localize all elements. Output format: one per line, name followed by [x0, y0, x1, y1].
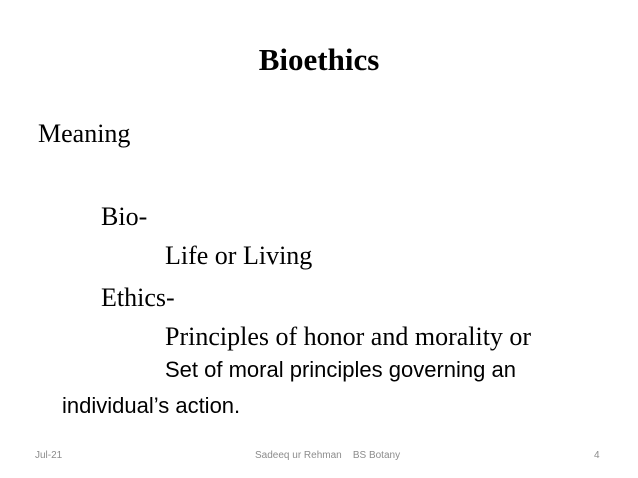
- footer-date: Jul-21: [35, 450, 63, 461]
- term-ethics-definition-line3: individual’s action.: [62, 393, 241, 418]
- term-ethics: Ethics-: [101, 283, 175, 312]
- term-bio-definition: Life or Living: [165, 241, 313, 270]
- slide-title: Bioethics: [258, 42, 380, 77]
- term-bio: Bio-: [101, 202, 148, 231]
- meaning-heading: Meaning: [38, 119, 131, 148]
- term-ethics-definition-line2: Set of moral principles governing an: [165, 357, 516, 382]
- term-ethics-definition-line1: Principles of honor and morality or: [165, 322, 532, 351]
- footer-author: Sadeeq ur Rehman BS Botany: [255, 450, 401, 461]
- footer-page-number: 4: [594, 450, 600, 461]
